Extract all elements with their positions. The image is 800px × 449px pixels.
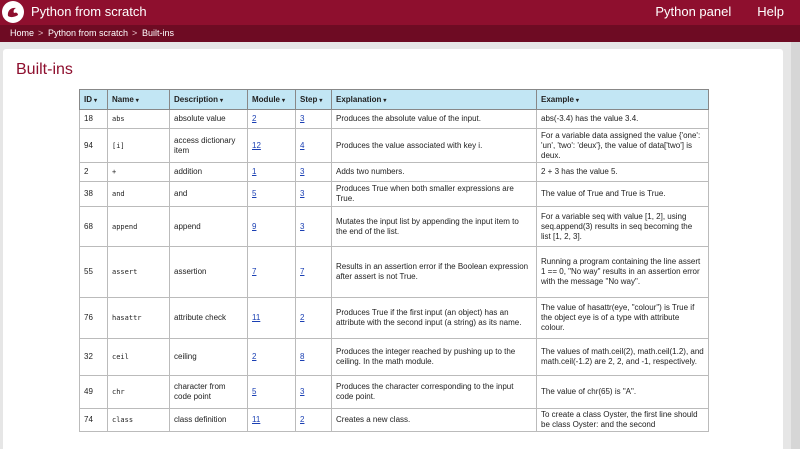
cell-example — [537, 110, 709, 129]
cell-description — [170, 409, 248, 432]
column-header-label: Name — [112, 95, 134, 104]
sort-caret-icon: ▾ — [282, 98, 286, 104]
cell-explanation: Produces the integer reached by pushing up to the ceiling. In the math module. — [336, 347, 516, 366]
cell-example: 2 + 3 has the value 5. — [541, 167, 618, 176]
column-header-label: Example — [541, 95, 574, 104]
column-header-label: Explanation — [336, 95, 382, 104]
cell-explanation — [332, 163, 537, 182]
cell-description — [170, 339, 248, 376]
cell-step-link[interactable]: 3 — [300, 387, 305, 396]
builtins-table — [79, 89, 709, 432]
column-header-label: Step — [300, 95, 318, 104]
python-panel-link[interactable]: Python panel — [655, 4, 732, 19]
sort-caret-icon: ▾ — [319, 98, 323, 104]
cell-name: + — [112, 168, 117, 176]
sort-caret-icon: ▾ — [135, 98, 139, 104]
cell-explanation — [332, 182, 537, 207]
cell-module-link[interactable]: 1 — [252, 167, 257, 176]
cell-step-link[interactable]: 2 — [300, 313, 305, 322]
cell-explanation: Results in an assertion error if the Boolean expression after assert is not True. — [336, 262, 529, 281]
cell-name: ceil — [112, 353, 129, 361]
cell-module-link[interactable]: 7 — [252, 267, 257, 276]
scrollbar[interactable] — [791, 42, 800, 449]
table-row — [80, 110, 709, 129]
logo-icon — [5, 4, 21, 20]
table-row — [80, 339, 709, 376]
cell-name — [108, 163, 170, 182]
cell-name — [108, 247, 170, 298]
cell-example: For a variable seq with value [1, 2], using seq.append(3) results in seq becoming the list [1, 2, 3]. — [541, 211, 693, 241]
cell-id: 74 — [84, 415, 93, 424]
cell-explanation — [332, 110, 537, 129]
column-header-description[interactable] — [170, 90, 248, 110]
table-row — [80, 376, 709, 409]
column-header-explanation[interactable] — [332, 90, 537, 110]
column-header-label: ID — [84, 95, 92, 104]
help-link[interactable]: Help — [757, 4, 784, 19]
cell-name: class — [112, 416, 134, 424]
breadcrumb-home[interactable]: Home — [10, 28, 35, 38]
cell-explanation — [332, 339, 537, 376]
cell-example — [537, 409, 709, 432]
cell-module-link[interactable]: 11 — [252, 313, 261, 322]
logo[interactable] — [2, 1, 24, 23]
cell-id — [80, 376, 108, 409]
cell-name — [108, 129, 170, 163]
cell-example — [537, 298, 709, 339]
cell-explanation — [332, 129, 537, 163]
page-title: Built-ins — [16, 61, 73, 78]
cell-description — [170, 129, 248, 163]
cell-module — [248, 376, 296, 409]
cell-step-link[interactable]: 3 — [300, 114, 305, 123]
cell-explanation — [332, 247, 537, 298]
cell-explanation: Mutates the input list by appending the input item to the end of the list. — [336, 216, 519, 236]
column-header-name[interactable] — [108, 90, 170, 110]
table-header-row — [80, 90, 709, 110]
cell-example — [537, 207, 709, 247]
cell-description: addition — [174, 167, 203, 176]
cell-description: attribute check — [174, 313, 227, 322]
table-row — [80, 247, 709, 298]
cell-step-link[interactable]: 8 — [300, 352, 305, 361]
cell-name — [108, 339, 170, 376]
cell-description: access dictionary item — [174, 135, 236, 155]
cell-explanation — [332, 298, 537, 339]
column-header-label: Description — [174, 95, 219, 104]
sort-caret-icon: ▾ — [383, 98, 387, 104]
cell-step — [296, 339, 332, 376]
cell-description: assertion — [174, 267, 207, 276]
table-row — [80, 298, 709, 339]
cell-description — [170, 163, 248, 182]
cell-example: abs(-3.4) has the value 3.4. — [541, 114, 639, 123]
cell-module — [248, 207, 296, 247]
cell-name: abs — [112, 115, 125, 123]
cell-step-link[interactable]: 4 — [300, 140, 305, 150]
cell-step — [296, 163, 332, 182]
app-title[interactable]: Python from scratch — [31, 4, 147, 19]
table-row — [80, 409, 709, 432]
cell-module — [248, 409, 296, 432]
cell-step-link[interactable]: 3 — [300, 189, 305, 198]
cell-example — [537, 339, 709, 376]
cell-explanation — [332, 376, 537, 409]
cell-module-link[interactable]: 5 — [252, 189, 257, 198]
cell-example: The value of hasattr(eye, "colour") is True if the object eye is of a type with attribute colour. — [541, 303, 695, 332]
table-body — [80, 110, 709, 432]
cell-description: class definition — [174, 415, 227, 424]
cell-id — [80, 182, 108, 207]
cell-name — [108, 110, 170, 129]
cell-id — [80, 129, 108, 163]
cell-explanation: Produces the character corresponding to the input code point. — [336, 382, 514, 401]
cell-explanation: Produces True when both smaller expressions are True. — [336, 184, 514, 203]
cell-example — [537, 129, 709, 163]
sort-caret-icon: ▾ — [220, 98, 224, 104]
cell-example: The values of math.ceil(2), math.ceil(1.2), and math.ceil(-1.2) are 2, 2, and -1, respectively. — [541, 347, 704, 366]
cell-example: The value of True and True is True. — [541, 189, 666, 198]
cell-example — [537, 182, 709, 207]
cell-module — [248, 298, 296, 339]
column-header-module[interactable] — [248, 90, 296, 110]
cell-module-link[interactable]: 5 — [252, 387, 257, 396]
column-header-example[interactable] — [537, 90, 709, 110]
cell-description — [170, 110, 248, 129]
cell-module-link[interactable]: 2 — [252, 352, 257, 361]
breadcrumb-separator: > — [38, 28, 44, 38]
cell-description: character from code point — [174, 382, 226, 401]
cell-name: [i] — [112, 141, 125, 150]
cell-explanation: Produces the value associated with key i. — [336, 140, 483, 150]
cell-name — [108, 376, 170, 409]
cell-example: The value of chr(65) is "A". — [541, 387, 637, 396]
cell-example: Running a program containing the line assert 1 == 0, "No way" results in an assertion error with the message "No way". — [541, 257, 701, 286]
cell-step — [296, 376, 332, 409]
cell-module — [248, 339, 296, 376]
cell-module-link[interactable]: 9 — [252, 221, 257, 231]
cell-id: 32 — [84, 352, 93, 361]
cell-description — [170, 376, 248, 409]
cell-id — [80, 207, 108, 247]
cell-id: 49 — [84, 387, 93, 396]
cell-name — [108, 409, 170, 432]
cell-module — [248, 129, 296, 163]
cell-step — [296, 298, 332, 339]
cell-id: 55 — [84, 267, 93, 276]
cell-step — [296, 247, 332, 298]
cell-module — [248, 110, 296, 129]
cell-name: hasattr — [112, 314, 142, 322]
cell-step-link[interactable]: 2 — [300, 415, 305, 424]
sort-caret-icon: ▾ — [575, 98, 579, 104]
breadcrumb-course[interactable]: Python from scratch — [48, 28, 129, 38]
top-nav — [629, 4, 784, 19]
cell-name: append — [112, 222, 138, 231]
cell-step — [296, 182, 332, 207]
cell-description: absolute value — [174, 114, 226, 123]
top-bar — [0, 0, 800, 25]
cell-id — [80, 163, 108, 182]
cell-id: 76 — [84, 313, 93, 322]
cell-id: 94 — [84, 140, 93, 150]
cell-name: chr — [112, 388, 125, 396]
cell-module-link[interactable]: 11 — [252, 415, 261, 424]
breadcrumb-current: Built-ins — [142, 28, 175, 38]
column-header-step[interactable] — [296, 90, 332, 110]
table-row — [80, 207, 709, 247]
cell-description: and — [174, 189, 188, 198]
cell-module-link[interactable]: 2 — [252, 114, 257, 123]
cell-id — [80, 247, 108, 298]
cell-id — [80, 409, 108, 432]
cell-explanation: Adds two numbers. — [336, 167, 405, 176]
cell-id: 68 — [84, 221, 93, 231]
cell-example — [537, 163, 709, 182]
cell-explanation — [332, 409, 537, 432]
cell-description: ceiling — [174, 352, 197, 361]
cell-example: For a variable data assigned the value {'one': 'un', 'two': 'deux'}, the value of data['two'] is deux. — [541, 130, 701, 160]
cell-id: 2 — [84, 167, 89, 176]
cell-name — [108, 182, 170, 207]
cell-id — [80, 339, 108, 376]
table-row — [80, 129, 709, 163]
cell-explanation: Creates a new class. — [336, 415, 411, 424]
cell-name: assert — [112, 268, 138, 276]
cell-id: 18 — [84, 114, 93, 123]
cell-explanation: Produces True if the first input (an object) has an attribute with the second input (a string) as its name. — [336, 308, 522, 327]
cell-step-link[interactable]: 3 — [300, 221, 305, 231]
cell-description — [170, 207, 248, 247]
cell-explanation — [332, 207, 537, 247]
cell-example — [537, 376, 709, 409]
cell-module-link[interactable]: 12 — [252, 140, 261, 150]
cell-step — [296, 129, 332, 163]
cell-module — [248, 247, 296, 298]
cell-explanation: Produces the absolute value of the input. — [336, 114, 481, 123]
cell-description — [170, 182, 248, 207]
cell-module — [248, 182, 296, 207]
cell-id — [80, 110, 108, 129]
cell-description — [170, 298, 248, 339]
cell-step — [296, 110, 332, 129]
breadcrumb — [0, 25, 800, 42]
cell-example — [537, 247, 709, 298]
cell-name — [108, 298, 170, 339]
cell-module — [248, 163, 296, 182]
cell-id — [80, 298, 108, 339]
cell-id: 38 — [84, 189, 93, 198]
breadcrumb-separator: > — [132, 28, 138, 38]
table-row — [80, 182, 709, 207]
cell-name — [108, 207, 170, 247]
cell-step — [296, 207, 332, 247]
cell-step-link[interactable]: 3 — [300, 167, 305, 176]
column-header-id[interactable] — [80, 90, 108, 110]
cell-name: and — [112, 190, 125, 198]
cell-step-link[interactable]: 7 — [300, 267, 305, 276]
cell-description: append — [174, 221, 201, 231]
cell-description — [170, 247, 248, 298]
sort-caret-icon: ▾ — [94, 98, 98, 104]
table-row — [80, 163, 709, 182]
column-header-label: Module — [252, 95, 280, 104]
cell-step — [296, 409, 332, 432]
cell-example: To create a class Oyster, the first line should be class Oyster: and the second — [541, 410, 698, 429]
